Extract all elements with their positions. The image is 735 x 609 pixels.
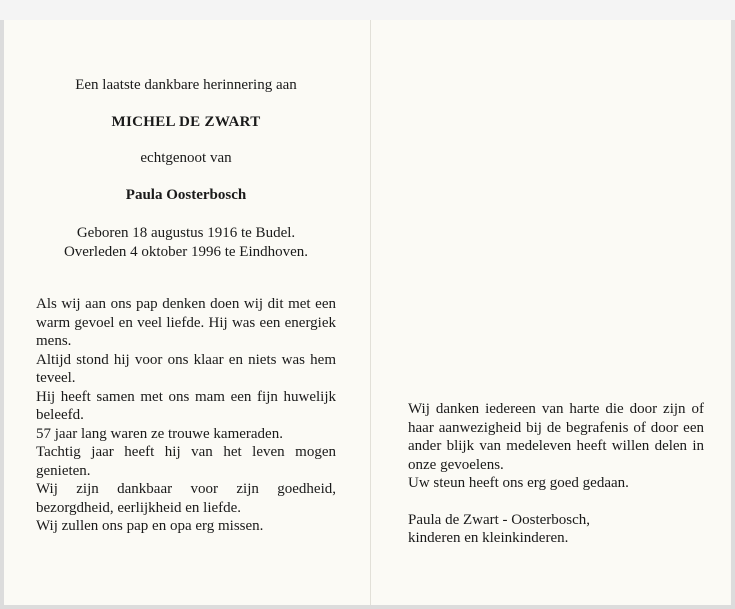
- tribute-paragraph: Hij heeft samen met ons mam een fijn huwelijk beleefd.: [36, 388, 336, 423]
- tribute-paragraph: Wij zullen ons pap en opa erg missen.: [36, 518, 264, 534]
- tribute-paragraph: Wij zijn dankbaar voor zijn goedheid, bezorgdheid, eerlijkheid en liefde.: [36, 481, 336, 516]
- intro-line: Een laatste dankbare herinnering aan: [75, 77, 297, 93]
- tribute-paragraph: Tachtig jaar heeft hij van het leven mogen genieten.: [36, 444, 336, 479]
- death-line: Overleden 4 oktober 1996 te Eindhoven.: [63, 243, 309, 260]
- signature-family: kinderen en kleinkinderen.: [408, 530, 569, 546]
- right-panel: [408, 400, 704, 548]
- dates-block: [36, 224, 336, 261]
- tribute-paragraph: Als wij aan ons pap denken doen wij dit met een warm gevoel en veel liefde. Hij was een energiek mens.: [36, 296, 336, 349]
- thanks-message: Wij danken iedereen van harte die door zijn of haar aanwezigheid bij de begrafenis of door een ander blijk van medeleven heeft willen delen in onze gevoelens.: [408, 401, 704, 473]
- tribute-paragraph: 57 jaar lang waren ze trouwe kameraden.: [36, 425, 283, 442]
- spouse-name: Paula Oosterbosch: [125, 186, 247, 203]
- card-fold-line: [370, 20, 371, 605]
- header-block: [36, 76, 336, 261]
- tribute-paragraph: Altijd stond hij voor ons klaar en niets was hem teveel.: [36, 351, 336, 386]
- birth-line: Geboren 18 augustus 1916 te Budel.: [76, 225, 296, 241]
- tribute-text: [36, 295, 336, 536]
- relation-line: echtgenoot van: [140, 150, 232, 166]
- deceased-name: MICHEL DE ZWART: [111, 113, 261, 130]
- signature-name: Paula de Zwart - Oosterbosch,: [408, 511, 591, 528]
- left-panel: [36, 76, 336, 536]
- thanks-closing: Uw steun heeft ons erg goed gedaan.: [408, 475, 629, 491]
- scan-top-band: [0, 0, 735, 20]
